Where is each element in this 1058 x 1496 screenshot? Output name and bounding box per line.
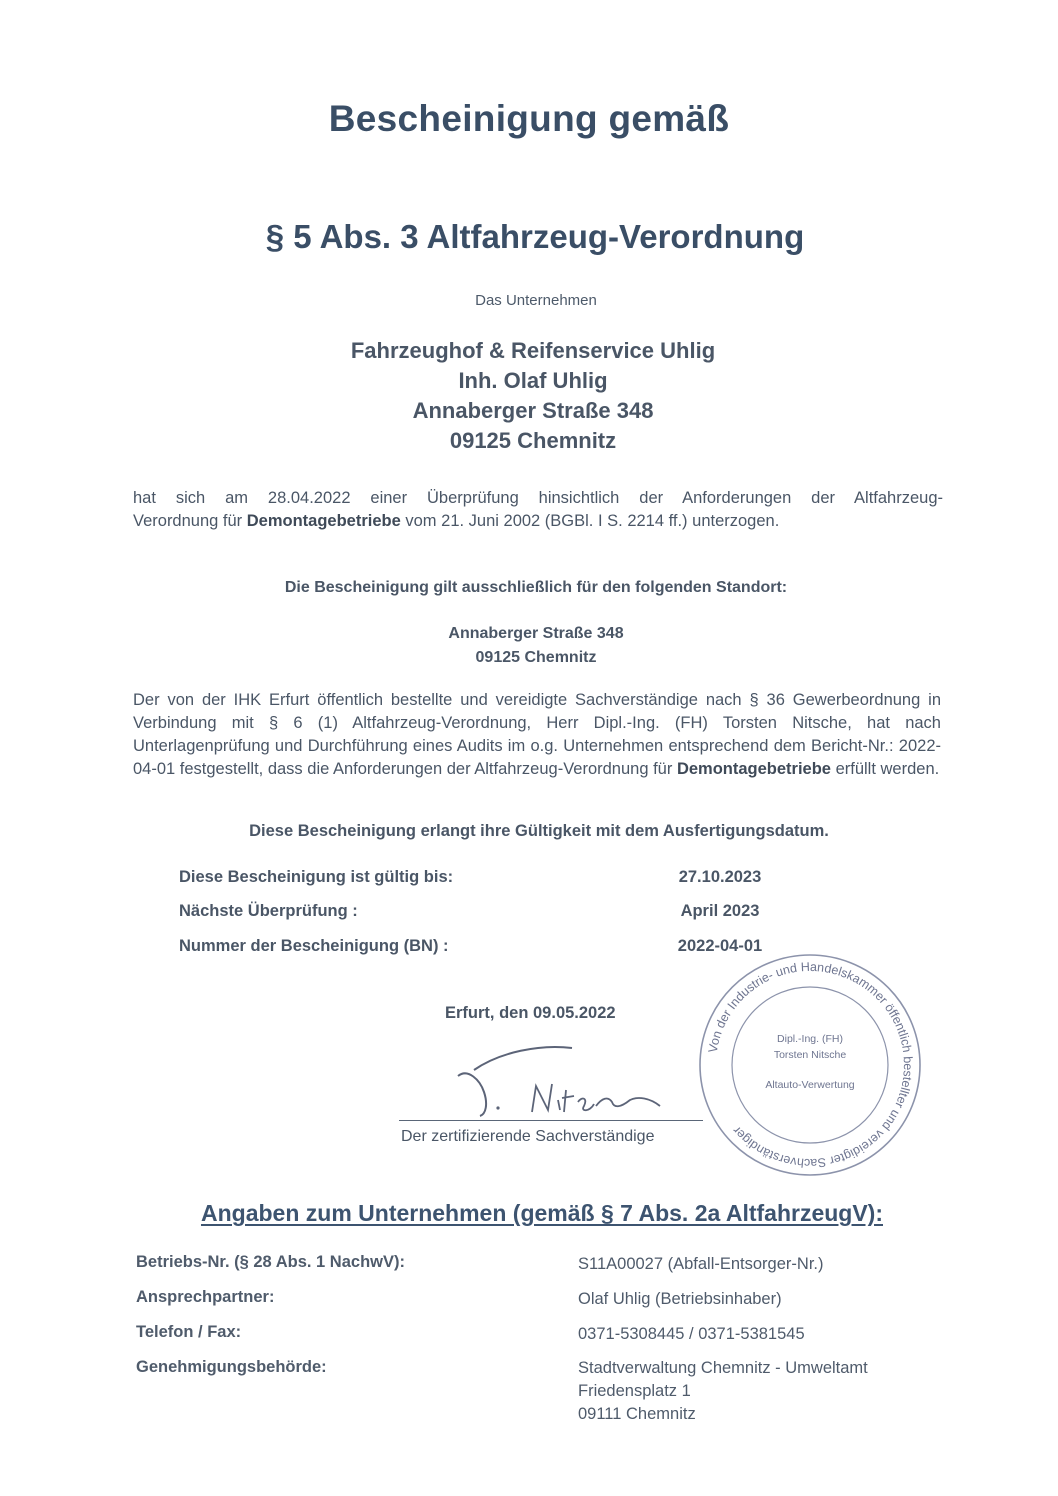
company-info-label-operator-number: Betriebs-Nr. (§ 28 Abs. 1 NachwV):	[136, 1253, 405, 1271]
certificate-number-value: 2022-04-01	[677, 937, 763, 955]
expert-paragraph-end: erfüllt werden.	[830, 760, 940, 778]
intro-text: Das Unternehmen	[475, 292, 597, 309]
expert-paragraph	[133, 689, 941, 781]
company-info-label-authority: Genehmigungsbehörde:	[136, 1358, 327, 1376]
audit-paragraph-line1: hat sich am 28.04.2022 einer Überprüfung hinsichtlich der Anforderungen der Altfahrzeug-	[133, 489, 943, 507]
company-info-heading: Angaben zum Unternehmen (gemäß § 7 Abs. 2a AltfahrzeugV):	[200, 1200, 883, 1226]
validity-note: Diese Bescheinigung erlangt ihre Gültigkeit mit dem Ausfertigungsdatum.	[249, 822, 829, 840]
stamp-center-line3: Altauto-Verwertung	[765, 1079, 855, 1091]
company-name: Fahrzeughof & Reifenservice Uhlig	[350, 338, 716, 363]
certificate-number-label: Nummer der Bescheinigung (BN) :	[179, 937, 449, 955]
expert-paragraph-text: Der von der IHK Erfurt öffentlich bestellte und vereidigte Sachverständige nach § 36 Gewerbeordnung in Verbindung mit § 6 (1) Altfahrzeug-Verordnung, Herr Dipl.-Ing. (FH) Torsten Nitsche, hat nach Unterlagenprüfung und Durchführung eines Audits im o.g. Unternehmen entsprechend dem Bericht-Nr.: 2022-04-01 festgestellt, dass die Anforderungen der Altfahrzeug-Verordnung für	[133, 691, 941, 778]
standort-address	[0, 622, 1058, 670]
page-subtitle: § 5 Abs. 3 Altfahrzeug-Verordnung	[265, 218, 805, 255]
signature-caption: Der zertifizierende Sachverständige	[401, 1128, 655, 1145]
company-street: Annaberger Straße 348	[412, 398, 654, 423]
company-owner: Inh. Olaf Uhlig	[458, 368, 608, 393]
valid-until-value: 27.10.2023	[678, 868, 762, 886]
stamp-ring-text: Von der Industrie- und Handelskammer öffentlich bestellter und vereidigter Sachverständiger	[705, 959, 916, 1171]
company-info-value-operator-number: S11A00027 (Abfall-Entsorger-Nr.)	[578, 1255, 824, 1273]
handwritten-signature	[440, 1040, 680, 1122]
audit-paragraph-line2-start: Verordnung für	[133, 512, 247, 530]
audit-paragraph-bold: Demontagebetriebe	[246, 512, 401, 530]
standort-heading: Die Bescheinigung gilt ausschließlich für den folgenden Standort:	[284, 579, 788, 596]
audit-paragraph-line2-end: vom 21. Juni 2002 (BGBl. I S. 2214 ff.) unterzogen.	[400, 512, 780, 530]
company-info-label-phone-fax: Telefon / Fax:	[136, 1323, 242, 1341]
page-title: Bescheinigung gemäß	[328, 98, 730, 139]
stamp-center-line1: Dipl.-Ing. (FH)	[777, 1033, 843, 1045]
audit-paragraph	[133, 487, 943, 533]
signature-line	[399, 1120, 703, 1121]
company-info-label-contact: Ansprechpartner:	[136, 1288, 275, 1306]
company-info-value-phone-fax: 0371-5308445 / 0371-5381545	[578, 1325, 805, 1343]
authority-line2: Friedensplatz 1	[578, 1382, 691, 1400]
authority-line3: 09111 Chemnitz	[578, 1405, 696, 1423]
company-info-value-contact: Olaf Uhlig (Betriebsinhaber)	[578, 1290, 782, 1308]
valid-until-label: Diese Bescheinigung ist gültig bis:	[179, 868, 454, 886]
company-address-block	[0, 336, 1058, 456]
expert-paragraph-bold: Demontagebetriebe	[676, 760, 831, 778]
place-and-date: Erfurt, den 09.05.2022	[445, 1004, 616, 1022]
standort-street: Annaberger Straße 348	[448, 625, 624, 642]
standort-city: 09125 Chemnitz	[475, 649, 597, 666]
company-info-value-authority	[578, 1357, 868, 1426]
expert-seal-stamp	[690, 950, 930, 1180]
stamp-center-line2: Torsten Nitsche	[773, 1049, 847, 1061]
next-review-label: Nächste Überprüfung :	[179, 902, 358, 920]
authority-line1: Stadtverwaltung Chemnitz - Umweltamt	[578, 1359, 868, 1377]
company-city: 09125 Chemnitz	[449, 428, 617, 453]
next-review-value: April 2023	[680, 902, 760, 920]
